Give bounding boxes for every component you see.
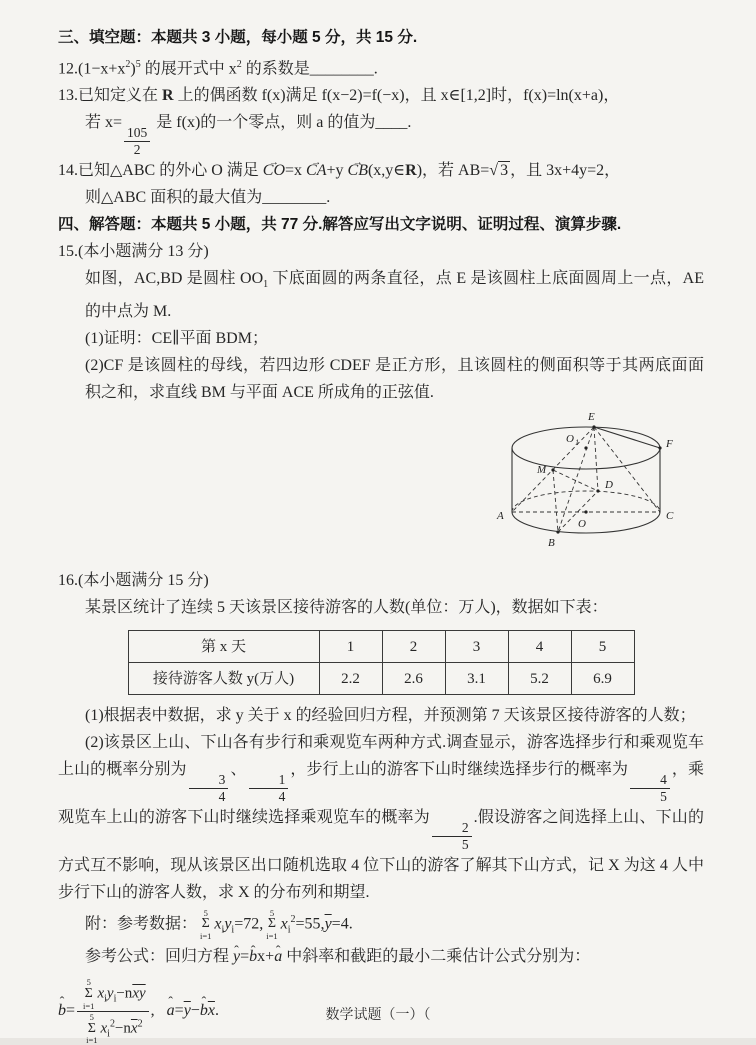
question-13-line-1 (58, 82, 704, 109)
den-minus-n: −n (114, 1020, 131, 1037)
sum-upper-limit: 5 (269, 907, 275, 918)
b-hat: b ˆ (58, 1001, 66, 1020)
y-bar: $\overline{y}$ (138, 985, 146, 1002)
q15-text-1: 如图，AC,BD 是圆柱 OO (85, 270, 264, 288)
q16-part2-text-3: ，步行上山的游客下山时继续选择步行的概率为 (290, 761, 629, 779)
sum-upper-limit: 5 (203, 907, 208, 918)
q12-text-2: ) (130, 60, 136, 78)
fraction-1-4 (249, 773, 289, 804)
fraction-denominator: 4 (278, 788, 286, 804)
q12-text-4: 的系数是________. (241, 60, 378, 78)
q14-text-3: +y (326, 162, 348, 180)
ref-sub-i: i (287, 924, 291, 936)
b-hat: b ˆ (200, 1001, 208, 1020)
q15-paragraph (58, 265, 704, 325)
ref-eq-55: =55, (295, 915, 325, 933)
point-D-dot (596, 490, 599, 493)
q12-exponent-3: 2 (236, 59, 242, 70)
sigma-icon: Σ (87, 1020, 96, 1036)
ref-y-bar: $\overline{y}$ (324, 915, 332, 933)
question-13-line-2 (58, 109, 704, 157)
question-14-line-2: 则△ABC 面积的最大值为________. (85, 189, 331, 207)
sum-lower-limit: i=1 (266, 930, 278, 941)
num-sub-i: i (104, 993, 107, 1005)
q13-text-4: 是 f(x)的一个零点，则 a 的值为____. (152, 114, 412, 132)
figure-label-M: M (537, 464, 547, 477)
table-header-row (128, 631, 634, 663)
figure-label-A: A (497, 510, 504, 523)
q12-exponent-1: 2 (125, 59, 131, 70)
sqrt-radical (489, 161, 510, 179)
x-bar: $\overline{x}$ (207, 1002, 215, 1020)
point-B-dot (556, 531, 559, 534)
cylinder-bottom-front-arc (512, 512, 660, 533)
question-15-number: 15.(本小题满分 13 分) (58, 243, 209, 261)
table-cell: 2.2 (319, 663, 382, 695)
table-cell: 2.6 (382, 663, 445, 695)
q15-part1: (1)证明：CE∥平面 BDM； (85, 330, 268, 348)
equals-sign: = (174, 1002, 184, 1020)
table-cell: 2 (382, 631, 445, 663)
q13-text-3: 若 x= (85, 114, 123, 132)
table-cell: 1 (319, 631, 382, 663)
fraction-105-2 (124, 126, 150, 157)
q13-text-1: 13.已知定义在 (58, 87, 163, 105)
formula-intro-text-2: x+ (257, 948, 275, 966)
fraction-4-5 (630, 773, 670, 804)
point-F-dot (658, 447, 661, 450)
q16-part2 (58, 729, 704, 906)
point-O1-dot (584, 447, 587, 450)
minus-sign: − (190, 1002, 200, 1020)
q13-text-2: 上的偶函数 f(x)满足 f(x−2)=f(−x)，且 x∈[1,2]时，f(x)=ln(x+a)， (173, 87, 620, 105)
q16-part1: (1)根据表中数据，求 y 关于 x 的经验回归方程，并预测第 7 天该景区接待游客的人数； (85, 707, 696, 725)
figure-label-O1-sub: 1 (575, 438, 579, 448)
vector-CA: CA → (306, 157, 326, 184)
segment-ED (594, 427, 598, 491)
table-cell: 4 (508, 631, 571, 663)
num-sub-i: i (113, 993, 117, 1005)
cylinder-figure (486, 408, 698, 558)
q14-text-5: )，若 AB= (416, 162, 490, 180)
table-cell: 接待游客人数 y(万人) (128, 663, 319, 695)
q12-text-3: 的展开式中 x (140, 60, 237, 78)
segment-EC (594, 427, 660, 512)
ref-label: 附：参考数据： (85, 915, 198, 933)
q12-exponent-2: 5 (135, 59, 141, 70)
num-var-y: y (106, 985, 114, 1002)
section3-heading: 三、填空题：本题共 3 小题，每小题 5 分，共 15 分. (58, 29, 418, 46)
ref-sub-i: i (231, 924, 235, 936)
sqrt-argument: 3 (500, 162, 509, 180)
q14-symbol-R: R (405, 162, 417, 180)
figure-label-C: C (666, 510, 674, 523)
fraction-numerator: 2 (432, 821, 472, 837)
sum-lower-limit: i=1 (86, 1035, 98, 1045)
a-hat: a ˆ (274, 943, 282, 970)
q15-part2: (2)CF 是该圆柱的母线，若四边形 CDEF 是正方形，且该圆柱的侧面积等于其两底面面积之和，求直线 BM 与平面 ACE 所成角的正弦值. (85, 357, 704, 402)
fraction-numerator: 105 (124, 126, 150, 142)
fraction-2-5 (432, 821, 472, 852)
sigma-icon: Σ (84, 985, 93, 1001)
q14-text-4: (x,y∈ (367, 162, 406, 180)
sum-lower-limit: i=1 (83, 1000, 95, 1011)
den-var-x: x (100, 1020, 108, 1037)
radical-sign: √ (489, 162, 499, 180)
segment-MD (553, 470, 598, 491)
q16-part2-text-5: .假设游客之间选择上山、下山的方式互不影响，现从该景区出口随机选取 4 位下山的游客了解其下山方式，记 X 为这 4 人中步行下山的游客人数，求 X 的分布列和期望. (58, 809, 704, 901)
visitor-data-table (128, 630, 635, 695)
figure-label-O1-main: O (566, 433, 574, 446)
table-cell: 5.2 (508, 663, 571, 695)
point-O-dot (584, 511, 587, 514)
figure-label-F: F (666, 438, 673, 451)
table-cell: 3.1 (445, 663, 508, 695)
table-data-row (128, 663, 634, 695)
comma: , (150, 1002, 155, 1020)
sum-lower-limit: i=1 (200, 930, 212, 941)
q14-text-2: =x (285, 162, 307, 180)
equals-sign: = (66, 1002, 76, 1020)
formula-intro-text-3: 中斜率和截距的最小二乘估计公式分别为： (282, 948, 591, 966)
q13-symbol-R: R (162, 87, 174, 105)
q14-text-6: ，且 3x+4y=2， (510, 162, 621, 180)
section4-heading: 四、解答题：本题共 5 小题，共 77 分.解答应写出文字说明、证明过程、演算步骤. (58, 216, 622, 234)
figure-label-B: B (548, 537, 555, 550)
den-sup-2b: 2 (137, 1018, 143, 1030)
den-sub-i: i (107, 1028, 110, 1040)
point-M-dot (551, 469, 554, 472)
b-hat: b ˆ (249, 943, 257, 970)
y-hat: y ˆ (233, 943, 240, 970)
x-bar: $\overline{x}$ (130, 1020, 138, 1037)
fraction-denominator: 2 (133, 141, 141, 157)
dashed-construction-lines (512, 427, 660, 532)
sigma-icon: Σ (201, 916, 210, 932)
ref-sub-i: i (221, 924, 225, 936)
q16-part2-text-2: 、 (230, 761, 247, 779)
formula-intro-text-1: 参考公式：回归方程 (85, 948, 234, 966)
ref-eq-72: =72, (234, 915, 264, 933)
fraction-denominator: 4 (218, 788, 226, 804)
cylinder-bottom-back-arc (512, 491, 660, 512)
fraction-numerator: 3 (189, 773, 229, 789)
figure-label-E: E (588, 411, 595, 424)
point-E-dot (592, 426, 595, 429)
vector-CO: CO → (263, 157, 285, 184)
q16-intro: 某景区统计了连续 5 天该景区接待游客的人数(单位：万人)，数据如下表： (85, 599, 608, 617)
fraction-3-4 (189, 773, 229, 804)
question-12 (58, 51, 704, 82)
fraction-denominator: 5 (660, 788, 667, 804)
q14-text-1: 14.已知△ABC 的外心 O 满足 (58, 162, 263, 180)
ref-var-x2: x (280, 915, 288, 933)
summation-1 (200, 909, 211, 941)
num-minus-n: −n (116, 985, 133, 1002)
question-14-line-1 (58, 157, 704, 184)
fraction-numerator: 1 (249, 773, 289, 789)
num-var-x: x (97, 985, 105, 1002)
ref-sup-2: 2 (290, 913, 296, 925)
q15-text-2: 下底面圆的两条直径，点 E 是该圆柱上底面圆周上一点，AE 的中点为 M. (85, 270, 704, 321)
x-bar: $\overline{x}$ (132, 985, 139, 1002)
table-cell: 6.9 (571, 663, 634, 695)
sigma-icon: Σ (267, 916, 277, 932)
q12-text-1: 12.(1−x+x (58, 60, 126, 78)
q15-subscript-1: 1 (263, 279, 269, 291)
a-hat: a ˆ (167, 1001, 175, 1020)
table-cell: 第 x 天 (128, 631, 319, 663)
q15-figure-container (58, 408, 704, 563)
fraction-denominator: 5 (461, 836, 469, 852)
q16-formula-intro (58, 943, 704, 970)
q16-part2-text-1: (2)该景区上山、下山各有步行和乘观览车两种方式.调查显示，游客选择步行和乘观览车上山的概率分别为 (58, 734, 704, 779)
segment-MB (553, 470, 558, 532)
figure-label-O: O (578, 518, 586, 531)
vector-CB: CB → (348, 157, 368, 184)
ref-eq-4: =4. (331, 915, 353, 933)
table-cell: 5 (571, 631, 634, 663)
period: . (214, 1002, 219, 1020)
ref-var-y: y (224, 915, 232, 933)
sum-upper-limit: 5 (86, 977, 91, 988)
q16-part2-text-4: ，乘观览车上山的游客下山时继续选择乘观览车的概率为 (58, 761, 704, 827)
formula-intro-eq: = (240, 948, 250, 966)
ref-var-x: x (214, 915, 222, 933)
page-footer: 数学试题（一）（ (325, 1008, 431, 1023)
figure-label-D: D (605, 479, 613, 492)
question-16-number: 16.(本小题满分 15 分) (58, 572, 209, 590)
sum-upper-limit: 5 (89, 1012, 94, 1023)
den-sup-2: 2 (109, 1018, 115, 1030)
fraction-numerator: 4 (630, 773, 670, 789)
table-cell: 3 (445, 631, 508, 663)
q16-reference-data (58, 906, 704, 944)
y-bar: $\overline{y}$ (183, 1002, 191, 1020)
